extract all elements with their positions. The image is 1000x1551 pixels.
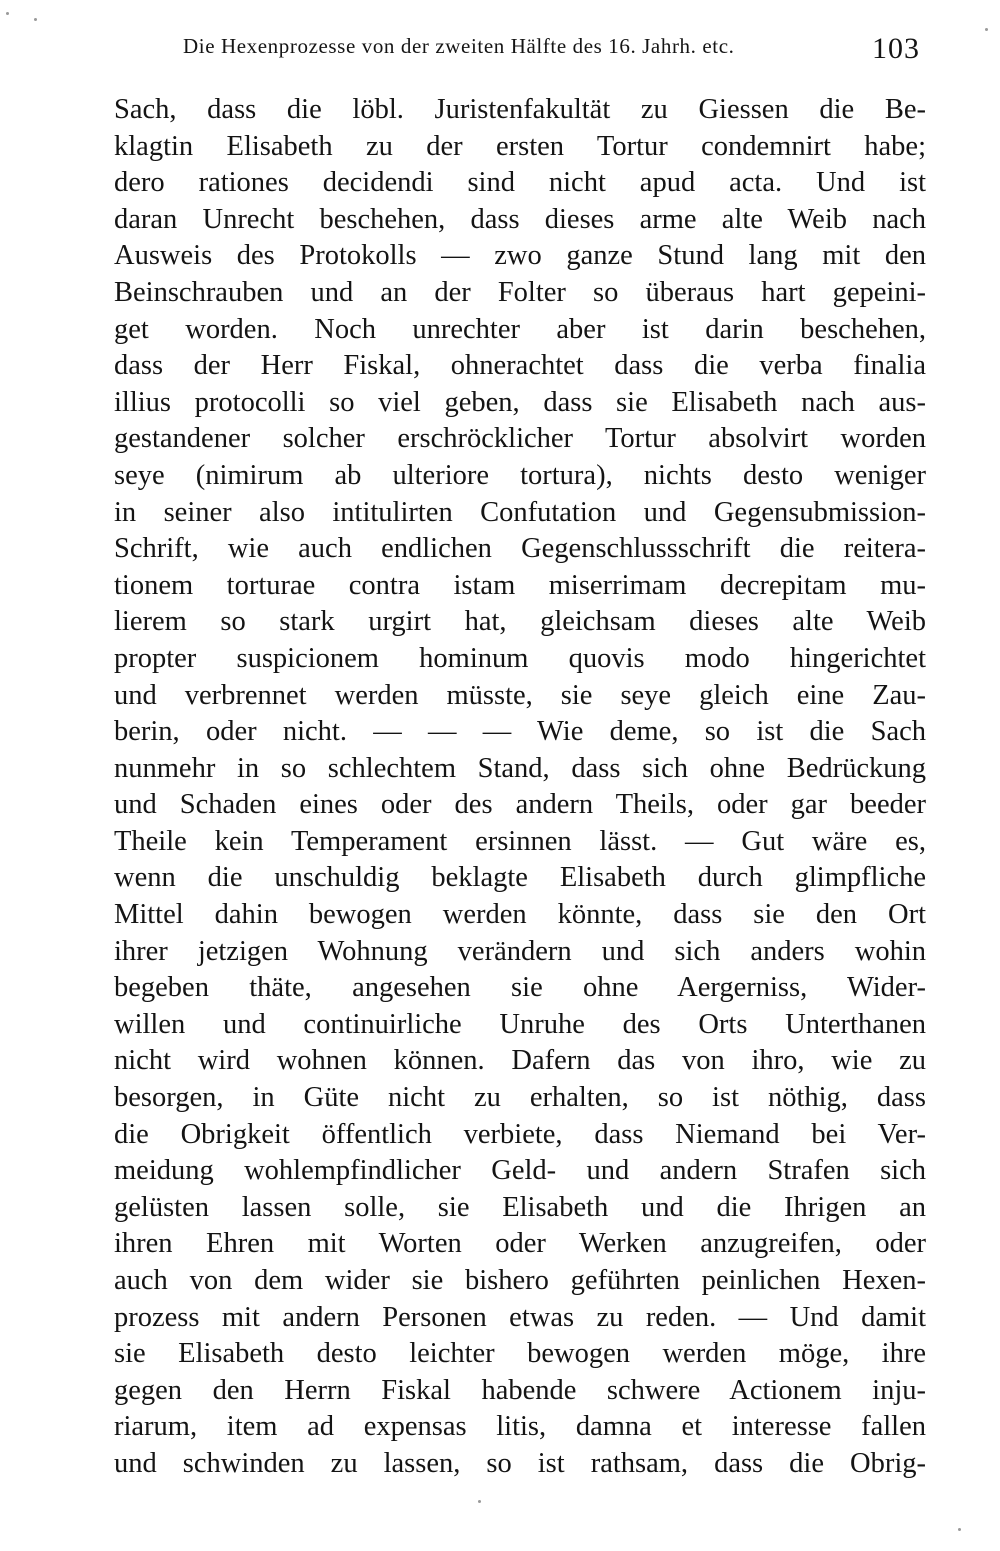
text-line: wenn die unschuldig beklagte Elisabeth durch glimpfliche — [114, 862, 926, 894]
text-line: Schrift, wie auch endlichen Gegenschlussschrift die reitera- — [114, 533, 926, 565]
text-line: Mittel dahin bewogen werden könnte, dass sie den Ort — [114, 899, 926, 931]
text-line: Sach, dass die löbl. Juristenfakultät zu Giessen die Be- — [114, 94, 926, 125]
text-line: Beinschrauben und an der Folter so überaus hart gepeini- — [114, 276, 926, 308]
scan-speck — [985, 28, 988, 31]
text-line: willen und continuirliche Unruhe des Orts Unterthanen — [114, 1008, 926, 1040]
text-line: propter suspicionem hominum quovis modo hingerichtet — [114, 642, 926, 674]
text-line: meidung wohlempfindlicher Geld- und andern Strafen sich — [114, 1155, 926, 1187]
text-line: Ausweis des Protokolls — zwo ganze Stund lang mit den — [114, 240, 926, 272]
text-line: sie Elisabeth desto leichter bewogen werden möge, ihre — [114, 1338, 926, 1370]
text-line: gestandener solcher erschröcklicher Tortur absolvirt worden — [114, 423, 926, 455]
text-line: seye (nimirum ab ulteriore tortura), nichts desto weniger — [114, 459, 926, 491]
text-line: dass der Herr Fiskal, ohnerachtet dass die verba finalia — [114, 350, 926, 382]
text-line: riarum, item ad expensas litis, damna et interesse fallen — [114, 1411, 926, 1443]
text-line: gegen den Herrn Fiskal habende schwere Actionem inju- — [114, 1374, 926, 1406]
text-line: ihren Ehren mit Worten oder Werken anzugreifen, oder — [114, 1228, 926, 1260]
text-line: daran Unrecht beschehen, dass dieses arme alte Weib nach — [114, 203, 926, 235]
scan-speck — [6, 12, 9, 15]
text-line: lierem so stark urgirt hat, gleichsam dieses alte Weib — [114, 606, 926, 638]
text-line: nicht wird wohnen können. Dafern das von ihro, wie zu — [114, 1045, 926, 1077]
text-line: auch von dem wider sie bishero geführten peinlichen Hexen- — [114, 1265, 926, 1296]
text-line: und verbrennet werden müsste, sie seye gleich eine Zau- — [114, 679, 926, 711]
text-line: illius protocolli so viel geben, dass sie Elisabeth nach aus- — [114, 386, 926, 418]
text-line: ihrer jetzigen Wohnung verändern und sich anders wohin — [114, 935, 926, 967]
text-line: berin, oder nicht. — — — Wie deme, so ist die Sach — [114, 716, 926, 748]
text-line: gelüsten lassen solle, sie Elisabeth und die Ihrigen an — [114, 1191, 926, 1223]
text-line: und Schaden eines oder des andern Theils, oder gar beeder — [114, 789, 926, 821]
text-line: dero rationes decidendi sind nicht apud acta. Und ist — [114, 167, 926, 199]
text-line: nunmehr in so schlechtem Stand, dass sich ohne Bedrückung — [114, 752, 926, 784]
text-line: prozess mit andern Personen etwas zu reden. — Und damit — [114, 1301, 926, 1333]
scan-speck — [478, 1500, 481, 1503]
running-header: Die Hexenprozesse von der zweiten Hälfte des 16. Jahrh. etc. — [183, 34, 735, 58]
page-number: 103 — [872, 32, 920, 65]
text-line: begeben thäte, angesehen sie ohne Aergerniss, Wider- — [114, 972, 926, 1004]
text-line: in seiner also intitulirten Confutation und Gegensubmission- — [114, 496, 926, 528]
scan-speck — [34, 18, 37, 21]
text-line: besorgen, in Güte nicht zu erhalten, so ist nöthig, dass — [114, 1082, 926, 1114]
text-line: get worden. Noch unrechter aber ist darin beschehen, — [114, 313, 926, 345]
text-line: tionem torturae contra istam miserrimam decrepitam mu- — [114, 569, 926, 601]
text-line: die Obrigkeit öffentlich verbiete, dass Niemand bei Ver- — [114, 1118, 926, 1150]
body-text — [114, 92, 926, 1483]
text-line: Theile kein Temperament ersinnen lässt. — Gut wäre es, — [114, 825, 926, 857]
text-line: klagtin Elisabeth zu der ersten Tortur condemnirt habe; — [114, 130, 926, 162]
text-line: und schwinden zu lassen, so ist rathsam, dass die Obrig- — [114, 1447, 926, 1479]
scan-speck — [958, 1528, 961, 1531]
